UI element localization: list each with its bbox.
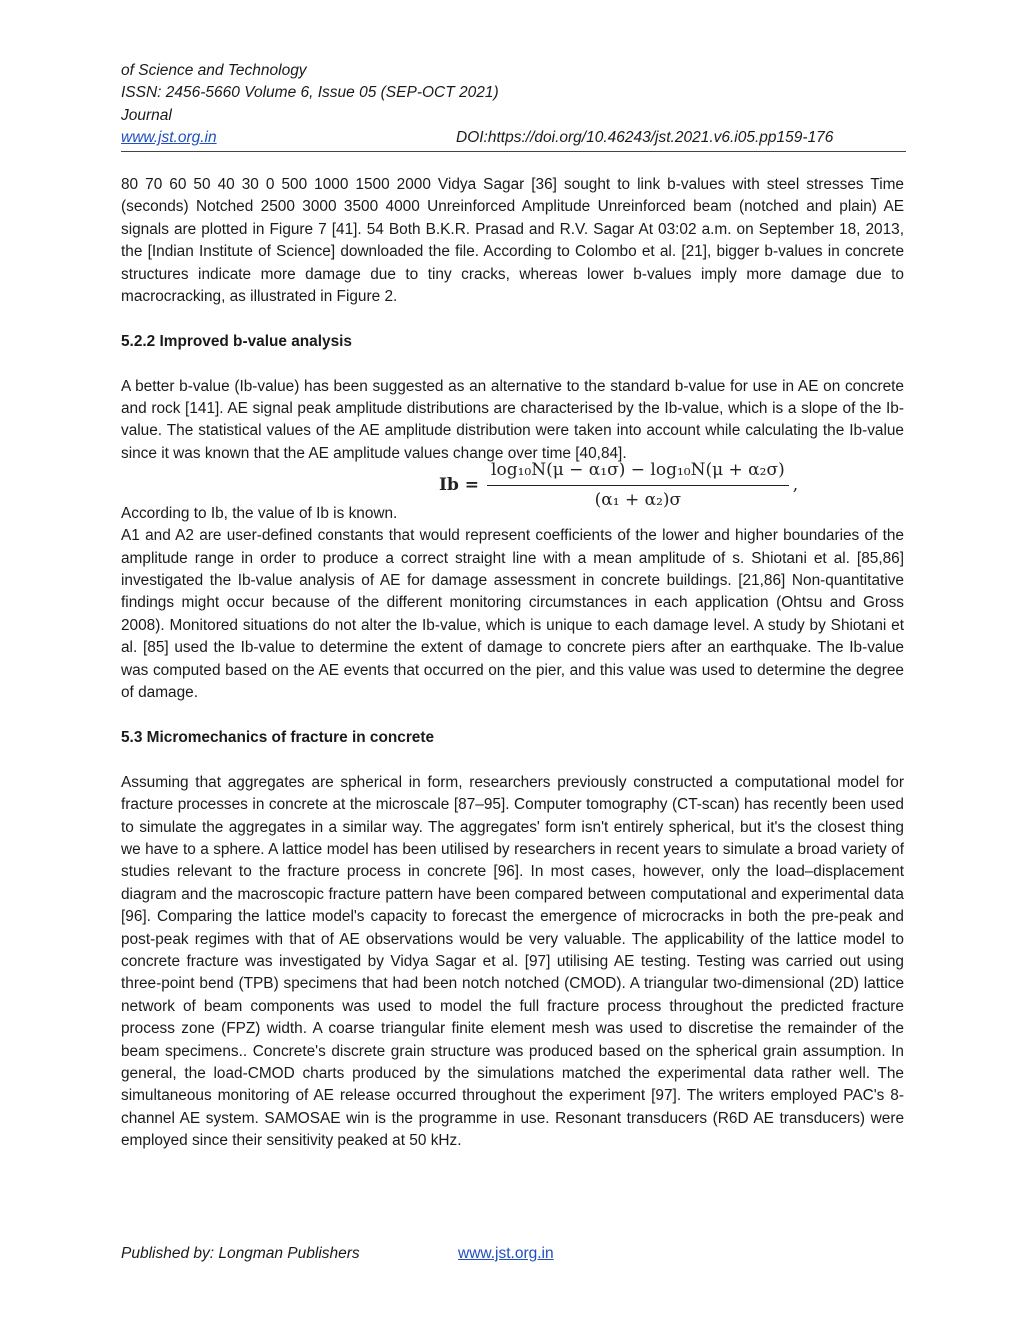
equation-lead-text: According to Ib, the value of Ib is known.	[121, 504, 398, 522]
a1-a2-paragraph: A1 and A2 are user-defined constants that would represent coefficients of the lower and higher boundaries of the amplitude range in order to produce a correct straight line with a mean amplitude of s. Shiotani et al. [85,86] investigated the Ib-value analysis of AE for damage assessment in concrete buildings. [21,86] Non-quantitative findings might occur because of the different monitoring circumstances in each application (Ohtsu and Gross 2008). Monitored situations do not alter the Ib-value, which is unique to each damage level. A study by Shiotani et al. [85] used the Ib-value to determine the extent of damage to concrete piers after an earthquake. The Ib-value was computed based on the AE events that occurred on the pier, and this value was used to determine the degree of damage.	[121, 527, 904, 702]
issn-line: ISSN: 2456-5660 Volume 6, Issue 05 (SEP-OCT 2021)	[121, 84, 499, 102]
section-heading-5-3: 5.3 Micromechanics of fracture in concrete	[121, 728, 435, 746]
micromechanics-paragraph: Assuming that aggregates are spherical in form, researchers previously constructed a computational model for fracture processes in concrete at the microscale [87–95]. Computer tomography (CT-scan) has recently been used to simulate the aggregates in a similar way. The aggregates' form isn't entirely spherical, but it's the closest thing we have to a sphere. A lattice model has been utilised by researchers in recent years to simulate a broad variety of studies relevant to the fracture process in concrete [96]. In most cases, however, only the load–displacement diagram and the macroscopic fracture pattern have been compared between computational and experimental data [96]. Comparing the lattice model's capacity to forecast the emergence of microcracks in both the pre-peak and post-peak regimes with that of AE observations would be very valuable. The applicability of the lattice model to concrete fracture was investigated by Vidya Sagar et al. [97] utilising AE testing. Testing was carried out using three-point bend (TPB) specimens that had been notch notched (CMOD). A triangular two-dimensional (2D) lattice network of beam components was used to model the full fracture process throughout the predicted fracture process zone (FPZ) width. A coarse triangular finite element mesh was used to discretise the remainder of the beam specimens.. Concrete's discrete grain structure was produced based on the spherical grain assumption. In general, the load-CMOD charts produced by the simulations matched the experimental data rather well. The simultaneous monitoring of AE release occurred throughout the experiment [97]. The writers employed PAC's 8-channel AE system. SAMOSAE win is the programme in use. Resonant transducers (R6D AE transducers) were employed since their sensitivity peaked at 50 kHz.	[121, 773, 904, 1150]
formula-denominator: (α₁ + α₂)σ	[594, 489, 682, 510]
section-heading-5-2-2: 5.2.2 Improved b-value analysis	[121, 332, 352, 350]
doi-text: DOI:https://doi.org/10.46243/jst.2021.v6.i05.pp159-176	[456, 129, 834, 147]
formula-trailing-comma: ,	[792, 474, 799, 495]
header-website-link[interactable]: www.jst.org.in	[121, 129, 217, 147]
intro-paragraph: 80 70 60 50 40 30 0 500 1000 1500 2000 Vidya Sagar [36] sought to link b-values with steel stresses Time (seconds) Notched 2500 3000 3500 4000 Unreinforced Amplitude Unreinforced beam (notched and plain) AE signals are plotted in Figure 7 [41]. 54 Both B.K.R. Prasad and R.V. Sagar At 03:02 a.m. on September 18, 2013, the [Indian Institute of Science] downloaded the file. According to Colombo et al. [21], bigger b-values in concrete structures indicate more damage due to tiny cracks, whereas lower b-values imply more damage due to macrocracking, as illustrated in Figure 2.	[121, 176, 904, 306]
formula-lhs: Ib =	[439, 474, 480, 495]
article-body	[121, 174, 904, 1153]
page-header	[121, 60, 906, 150]
footer-website-link[interactable]: www.jst.org.in	[458, 1245, 554, 1262]
formula-numerator: log₁₀N(μ − α₁σ) − log₁₀N(μ + α₂σ)	[487, 459, 789, 485]
publisher-text: Published by: Longman Publishers	[121, 1245, 360, 1262]
header-divider	[121, 151, 906, 152]
ib-formula	[439, 459, 798, 511]
journal-label-line: Journal	[121, 106, 172, 124]
equation-row	[121, 460, 904, 525]
header-link-row	[121, 127, 906, 149]
ib-value-paragraph: A better b-value (Ib-value) has been suggested as an alternative to the standard b-value for use in AE on concrete and rock [141]. AE signal peak amplitude distributions are characterised by the Ib-value, which is a slope of the Ib-value. The statistical values of the AE amplitude distribution were taken into account while calculating the Ib-value since it was known that the AE amplitude values change over time [40,84].	[121, 377, 904, 462]
page-footer	[121, 1243, 906, 1265]
formula-fraction	[487, 459, 789, 511]
journal-name-line: of Science and Technology	[121, 62, 307, 79]
